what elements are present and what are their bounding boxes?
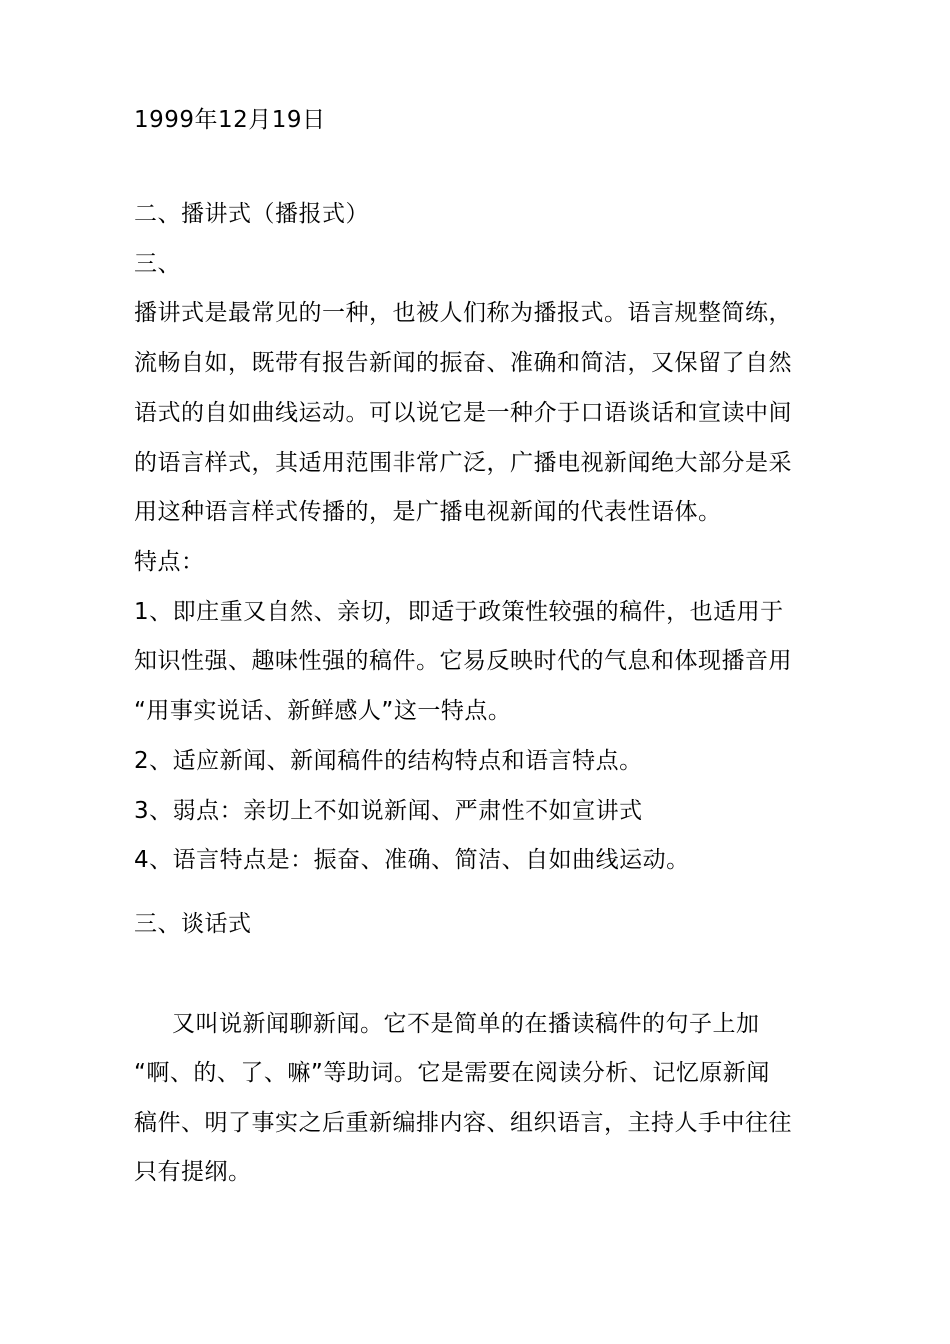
list-item-line: 1、即庄重又自然、亲切，即适于政策性较强的稿件，也适用于 bbox=[134, 599, 784, 625]
section-heading-broadcast-style: 二、播讲式（播报式） bbox=[134, 201, 369, 227]
list-item-line: 知识性强、趣味性强的稿件。它易反映时代的气息和体现播音用 bbox=[134, 648, 792, 674]
list-item-line: “用事实说话、新鲜感人”这一特点。 bbox=[134, 698, 512, 724]
date-line: 1999年12月19日 bbox=[134, 107, 326, 133]
paragraph-line: 播讲式是最常见的一种，也被人们称为播报式。语言规整简练， bbox=[134, 300, 792, 326]
section-number-stub: 三、 bbox=[134, 251, 181, 277]
paragraph-line: 又叫说新闻聊新闻。它不是简单的在播读稿件的句子上加 bbox=[172, 1011, 760, 1037]
list-item: 2、适应新闻、新闻稿件的结构特点和语言特点。 bbox=[134, 748, 643, 774]
paragraph-line: 用这种语言样式传播的，是广播电视新闻的代表性语体。 bbox=[134, 499, 722, 525]
paragraph-line: 稿件、明了事实之后重新编排内容、组织语言，主持人手中往往 bbox=[134, 1110, 792, 1136]
list-item: 3、弱点：亲切上不如说新闻、严肃性不如宣讲式 bbox=[134, 798, 643, 824]
paragraph-line: “啊、的、了、嘛”等助词。它是需要在阅读分析、记忆原新闻 bbox=[134, 1060, 770, 1086]
section-heading-conversational-style: 三、谈话式 bbox=[134, 911, 252, 937]
features-label: 特点： bbox=[134, 549, 205, 575]
paragraph-line: 流畅自如，既带有报告新闻的振奋、准确和简洁，又保留了自然 bbox=[134, 350, 792, 376]
paragraph-line: 只有提纲。 bbox=[134, 1159, 252, 1185]
list-item: 4、语言特点是：振奋、准确、简洁、自如曲线运动。 bbox=[134, 847, 690, 873]
paragraph-line: 的语言样式，其适用范围非常广泛，广播电视新闻绝大部分是采 bbox=[134, 450, 792, 476]
paragraph-line: 语式的自如曲线运动。可以说它是一种介于口语谈话和宣读中间 bbox=[134, 400, 792, 426]
